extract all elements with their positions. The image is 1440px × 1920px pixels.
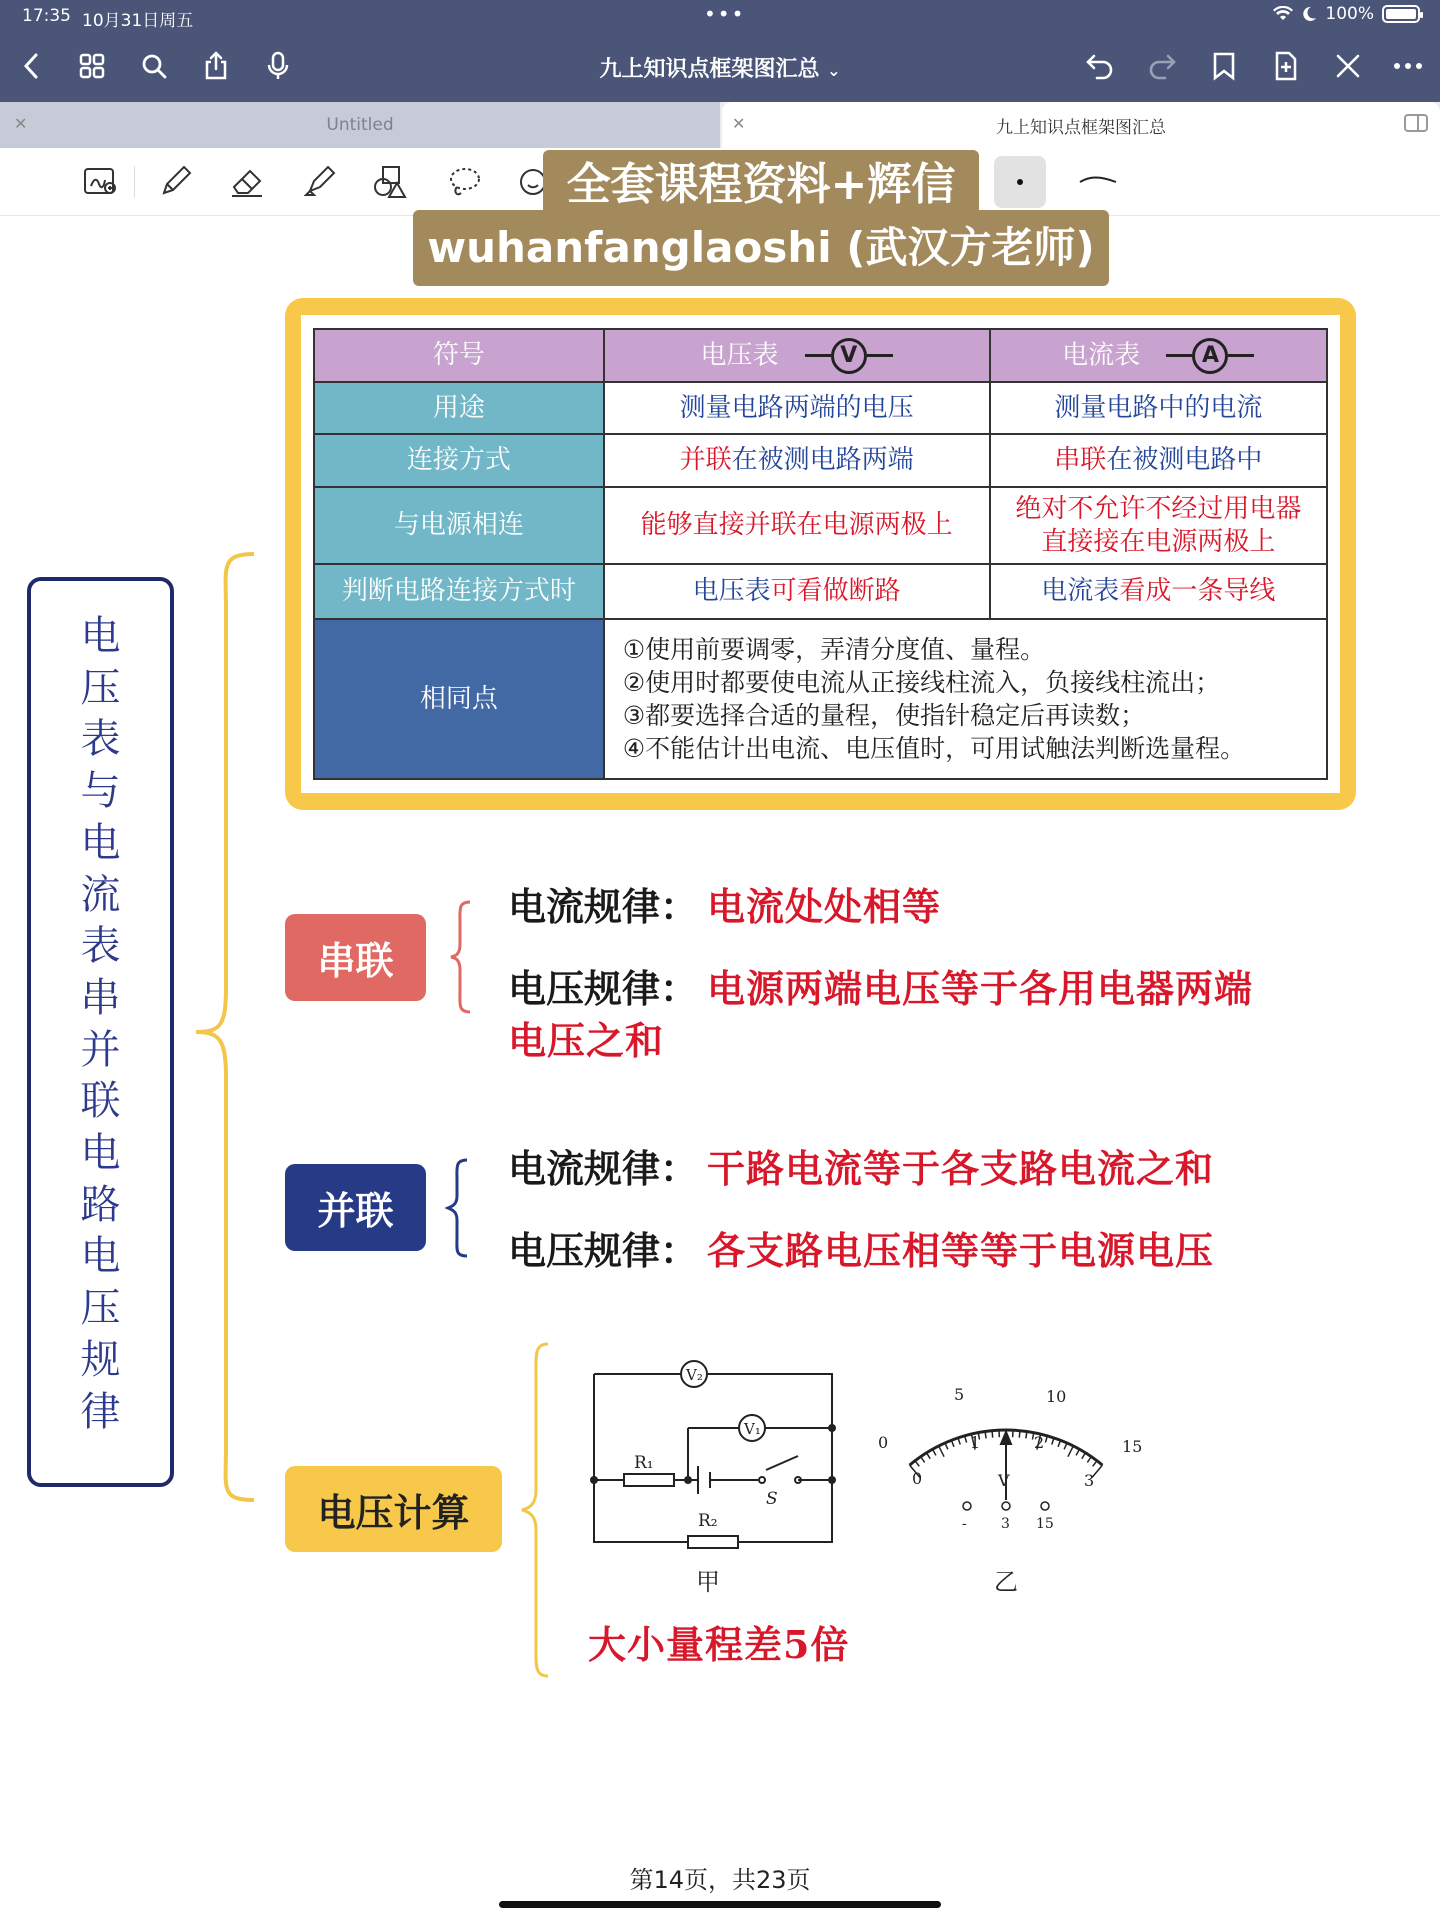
common-item: ②使用时都要使电流从正接线柱流入，负接线柱流出；	[622, 667, 1221, 697]
root-title	[31, 611, 170, 1438]
series-brace	[448, 898, 474, 1016]
cell-line: 直接接在电源两极上	[1041, 526, 1276, 557]
cell-line: 绝对不允许不经过用电器	[1015, 494, 1302, 524]
search-icon[interactable]	[136, 48, 172, 84]
share-icon[interactable]	[198, 48, 234, 84]
highlighter-icon[interactable]	[296, 160, 342, 204]
home-indicator[interactable]	[499, 1901, 941, 1908]
tab-label: Untitled	[326, 115, 394, 135]
chevron-down-icon: ⌄	[827, 61, 841, 80]
zoom-window-icon[interactable]	[78, 160, 124, 204]
page-indicator: 第14页，共23页	[629, 1866, 811, 1894]
close-icon[interactable]: ✕	[14, 114, 28, 133]
close-icon[interactable]: ✕	[732, 114, 746, 133]
microphone-icon[interactable]	[260, 48, 296, 84]
pen-icon[interactable]	[152, 160, 198, 204]
r2-label: R₂	[698, 1511, 718, 1531]
bookmark-icon[interactable]	[1206, 48, 1242, 84]
row-label-use: 用途	[314, 382, 604, 434]
parallel-voltage-rule: 各支路电压相等等于电源电压	[707, 1228, 1215, 1273]
header-symbol: 符号	[314, 329, 604, 382]
color-picker[interactable]	[994, 156, 1046, 208]
cell-voltmeter-use: 测量电路两端的电压	[604, 382, 990, 434]
terminal-label: -	[962, 1516, 967, 1532]
voltmeter-dial	[870, 1380, 1160, 1540]
stroke-width-icon[interactable]	[1078, 170, 1118, 190]
cell-ammeter-use: 测量电路中的电流	[990, 382, 1327, 434]
wifi-icon	[1273, 6, 1293, 22]
voltmeter-symbol-icon	[805, 338, 893, 374]
calc-tag: 电压计算	[285, 1466, 502, 1552]
cell-red-text: 可看做断路	[770, 576, 901, 607]
cell-blue-text: 电流表	[1041, 576, 1120, 607]
cell-voltmeter-judge	[604, 564, 990, 619]
root-title-text: 电压表与电流表串并联电路电压规律	[80, 613, 121, 1435]
parallel-voltage-label: 电压规律：	[508, 1228, 699, 1273]
cell-red-text: 并联	[679, 445, 732, 476]
add-page-icon[interactable]	[1268, 48, 1304, 84]
header-voltmeter	[604, 329, 990, 382]
tab-untitled[interactable]	[0, 102, 720, 148]
comparison-table	[313, 328, 1328, 780]
back-chevron-icon[interactable]	[14, 48, 50, 84]
multitask-dots-icon[interactable]: •••	[704, 2, 746, 26]
header-ammeter	[990, 329, 1327, 382]
eraser-icon[interactable]	[224, 160, 270, 204]
document-title-button[interactable]	[599, 57, 840, 82]
calc-brace	[518, 1340, 552, 1680]
dial-outer-label: 10	[1046, 1387, 1067, 1406]
watermark-line-2: wuhanfanglaoshi (武汉方老师)	[413, 210, 1109, 286]
v2-label: V₂	[686, 1366, 703, 1384]
ammeter-symbol-letter: A	[1192, 338, 1228, 374]
dial-inner-label: 3	[1084, 1471, 1095, 1490]
parallel-tag: 并联	[285, 1164, 426, 1251]
series-voltage-rule-cont: 电压之和	[508, 1018, 665, 1063]
cell-voltmeter-power: 能够直接并联在电源两极上	[604, 487, 990, 564]
figure-a-caption: 甲	[696, 1568, 720, 1596]
row-label-connection: 连接方式	[314, 434, 604, 487]
dial-outer-label: 0	[878, 1433, 889, 1452]
terminal-label: 15	[1036, 1516, 1054, 1532]
figure-b-caption: 乙	[994, 1568, 1018, 1596]
table-header-row	[314, 329, 1327, 382]
mindmap-root	[27, 577, 174, 1487]
moon-icon	[1301, 6, 1317, 22]
toolbar-divider	[134, 166, 135, 198]
more-icon[interactable]	[1390, 48, 1426, 84]
tab-label: 九上知识点框架图汇总	[996, 117, 1166, 138]
comparison-table-frame	[285, 298, 1356, 810]
parallel-current-label: 电流规律：	[508, 1146, 699, 1191]
cell-red-text: 看成一条导线	[1119, 576, 1276, 607]
table-row	[314, 487, 1327, 564]
battery-level	[1386, 9, 1416, 19]
switch-label: S	[766, 1489, 778, 1509]
lasso-icon[interactable]	[442, 160, 488, 204]
dial-inner-label: 0	[912, 1469, 923, 1488]
calc-note: 大小量程差5倍	[588, 1622, 850, 1667]
dial-tick	[1068, 1446, 1073, 1457]
table-row	[314, 382, 1327, 434]
main-brace	[190, 548, 260, 1508]
cell-ammeter-judge	[990, 564, 1327, 619]
header-voltmeter-label: 电压表	[700, 340, 779, 370]
redo-icon[interactable]	[1144, 48, 1180, 84]
table-row	[314, 434, 1327, 487]
document-title-text: 九上知识点框架图汇总	[599, 57, 820, 82]
status-right	[1273, 4, 1420, 24]
table-row	[314, 619, 1327, 779]
row-label-judge: 判断电路连接方式时	[314, 564, 604, 619]
cell-blue-text: 电压表	[692, 576, 771, 607]
grid-icon[interactable]	[74, 48, 110, 84]
dial-outer-label: 5	[954, 1385, 965, 1404]
battery-icon	[1382, 5, 1420, 23]
terminal-label: 3	[1001, 1516, 1010, 1532]
series-tag: 串联	[285, 914, 426, 1001]
circuit-diagram	[588, 1360, 838, 1550]
battery-percent: 100%	[1325, 4, 1374, 24]
top-bar	[0, 0, 1440, 102]
series-voltage-label: 电压规律：	[508, 966, 699, 1011]
pen-cross-icon[interactable]	[1330, 48, 1366, 84]
status-date: 10月31日周五	[82, 11, 194, 31]
parallel-brace	[445, 1156, 471, 1260]
comparison-table-inner	[301, 315, 1340, 793]
row-label-common: 相同点	[314, 619, 604, 779]
series-current-rule: 电流处处相等	[707, 884, 942, 929]
dial-outer-label: 15	[1122, 1437, 1143, 1456]
undo-icon[interactable]	[1082, 48, 1118, 84]
cell-voltmeter-connection	[604, 434, 990, 487]
color-swatch	[1017, 179, 1023, 185]
tab-current-document[interactable]	[722, 102, 1440, 148]
r1-label: R₁	[634, 1453, 654, 1473]
dial-inner-label: 1	[970, 1433, 981, 1452]
watermark-line-1: 全套课程资料+辉信	[543, 150, 979, 220]
v1-label: V₁	[744, 1420, 761, 1438]
dial-tick	[939, 1446, 944, 1457]
cell-red-text: 串联	[1054, 445, 1107, 476]
table-row	[314, 564, 1327, 619]
cell-ammeter-connection	[990, 434, 1327, 487]
ammeter-symbol-icon	[1166, 338, 1254, 374]
series-current-label: 电流规律：	[508, 884, 699, 929]
parallel-current-rule: 干路电流等于各支路电流之和	[707, 1146, 1215, 1191]
series-voltage-rule: 电源两端电压等于各用电器两端	[707, 966, 1254, 1011]
tab-bar	[0, 102, 1440, 148]
common-item: ①使用前要调零，弄清分度值、量程。	[622, 634, 1046, 664]
cell-blue-text: 在被测电路中	[1106, 445, 1263, 476]
split-view-icon[interactable]	[1404, 114, 1428, 139]
common-item: ④不能估计出电流、电压值时，可用试触法判断选量程。	[622, 734, 1246, 764]
cell-blue-text: 在被测电路两端	[731, 445, 914, 476]
row-label-power: 与电源相连	[314, 487, 604, 564]
header-ammeter-label: 电流表	[1062, 340, 1141, 370]
status-time: 17:35	[22, 6, 71, 26]
cell-common-points	[604, 619, 1327, 779]
dial-inner-label: 2	[1034, 1433, 1045, 1452]
dial-unit: V	[998, 1471, 1010, 1490]
shapes-icon[interactable]	[368, 160, 414, 204]
cell-ammeter-power	[990, 487, 1327, 564]
voltmeter-symbol-letter: V	[831, 338, 867, 374]
common-item: ③都要选择合适的量程，使指针稳定后再读数；	[622, 701, 1146, 730]
